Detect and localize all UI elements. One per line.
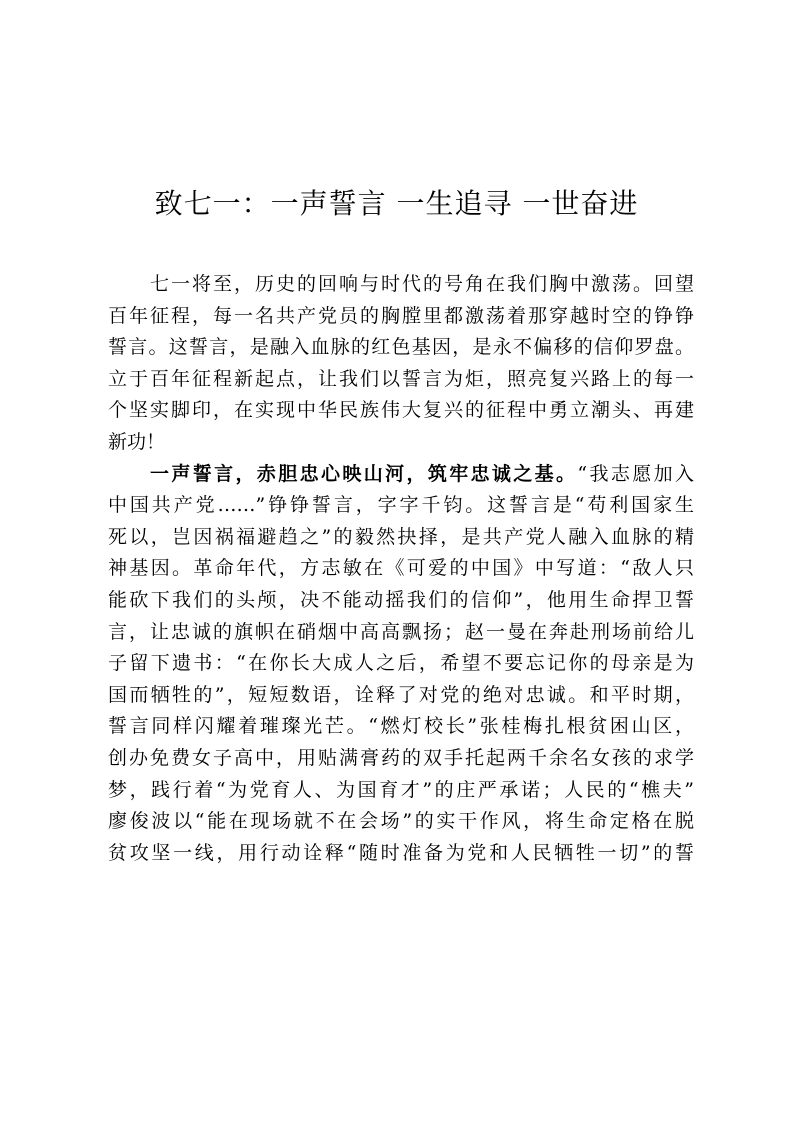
paragraph-line: 死以，岂因祸福避趋之”的毅然抉择，是共产党人融入血脉的精 <box>108 525 694 548</box>
paragraph-line: 言，让忠诚的旗帜在硝烟中高高飘扬；赵一曼在奔赴刑场前给儿 <box>108 620 694 643</box>
section-heading: 一声誓言，赤胆忠心映山河，筑牢忠诚之基。 <box>150 462 578 485</box>
paragraph-line: 中国共产党……”铮铮誓言，字字千钧。这誓言是“苟利国家生 <box>108 494 694 517</box>
paragraph-line: 贫攻坚一线，用行动诠释“随时准备为党和人民牺牲一切”的誓 <box>108 841 694 864</box>
paragraph-line-rest: “我志愿加入 <box>577 462 694 485</box>
paragraph-line: 廖俊波以“能在现场就不在会场”的实干作风，将生命定格在脱 <box>108 810 694 833</box>
paragraph-2 <box>108 459 694 870</box>
document-title: 致七一：一声誓言 一生追寻 一世奋进 <box>154 187 639 220</box>
paragraph-line: 个坚实脚印，在实现中华民族伟大复兴的征程中勇立潮头、再建 <box>108 399 694 422</box>
paragraph-line: 七一将至，历史的回响与时代的号角在我们胸中激荡。回望 <box>150 273 694 295</box>
paragraph-line: 立于百年征程新起点，让我们以誓言为炬，照亮复兴路上的每一 <box>108 367 694 390</box>
paragraph-line: 誓言同样闪耀着璀璨光芒。“燃灯校长”张桂梅扎根贫困山区， <box>108 715 694 738</box>
paragraph-line: 梦，践行着“为党育人、为国育才”的庄严承诺；人民的“樵夫” <box>108 778 694 801</box>
paragraph-line: 能砍下我们的头颅，决不能动摇我们的信仰”，他用生命捍卫誓 <box>108 588 694 611</box>
paragraph-1 <box>108 269 694 459</box>
paragraph-line: 誓言。这誓言，是融入血脉的红色基因，是永不偏移的信仰罗盘。 <box>108 336 694 359</box>
paragraph-line: 神基因。革命年代，方志敏在《可爱的中国》中写道：“敌人只 <box>108 557 694 580</box>
paragraph-line: 创办免费女子高中，用贴满膏药的双手托起两千余名女孩的求学 <box>108 746 694 769</box>
paragraph-line: 新功！ <box>108 430 166 453</box>
paragraph-line: 子留下遗书：“在你长大成人之后，希望不要忘记你的母亲是为 <box>108 652 694 675</box>
paragraph-first-line <box>108 459 694 491</box>
document-body <box>108 269 694 869</box>
paragraph-line: 国而牺牲的”，短短数语，诠释了对党的绝对忠诚。和平时期， <box>108 683 694 706</box>
paragraph-line: 百年征程，每一名共产党员的胸膛里都激荡着那穿越时空的铮铮 <box>108 304 694 327</box>
